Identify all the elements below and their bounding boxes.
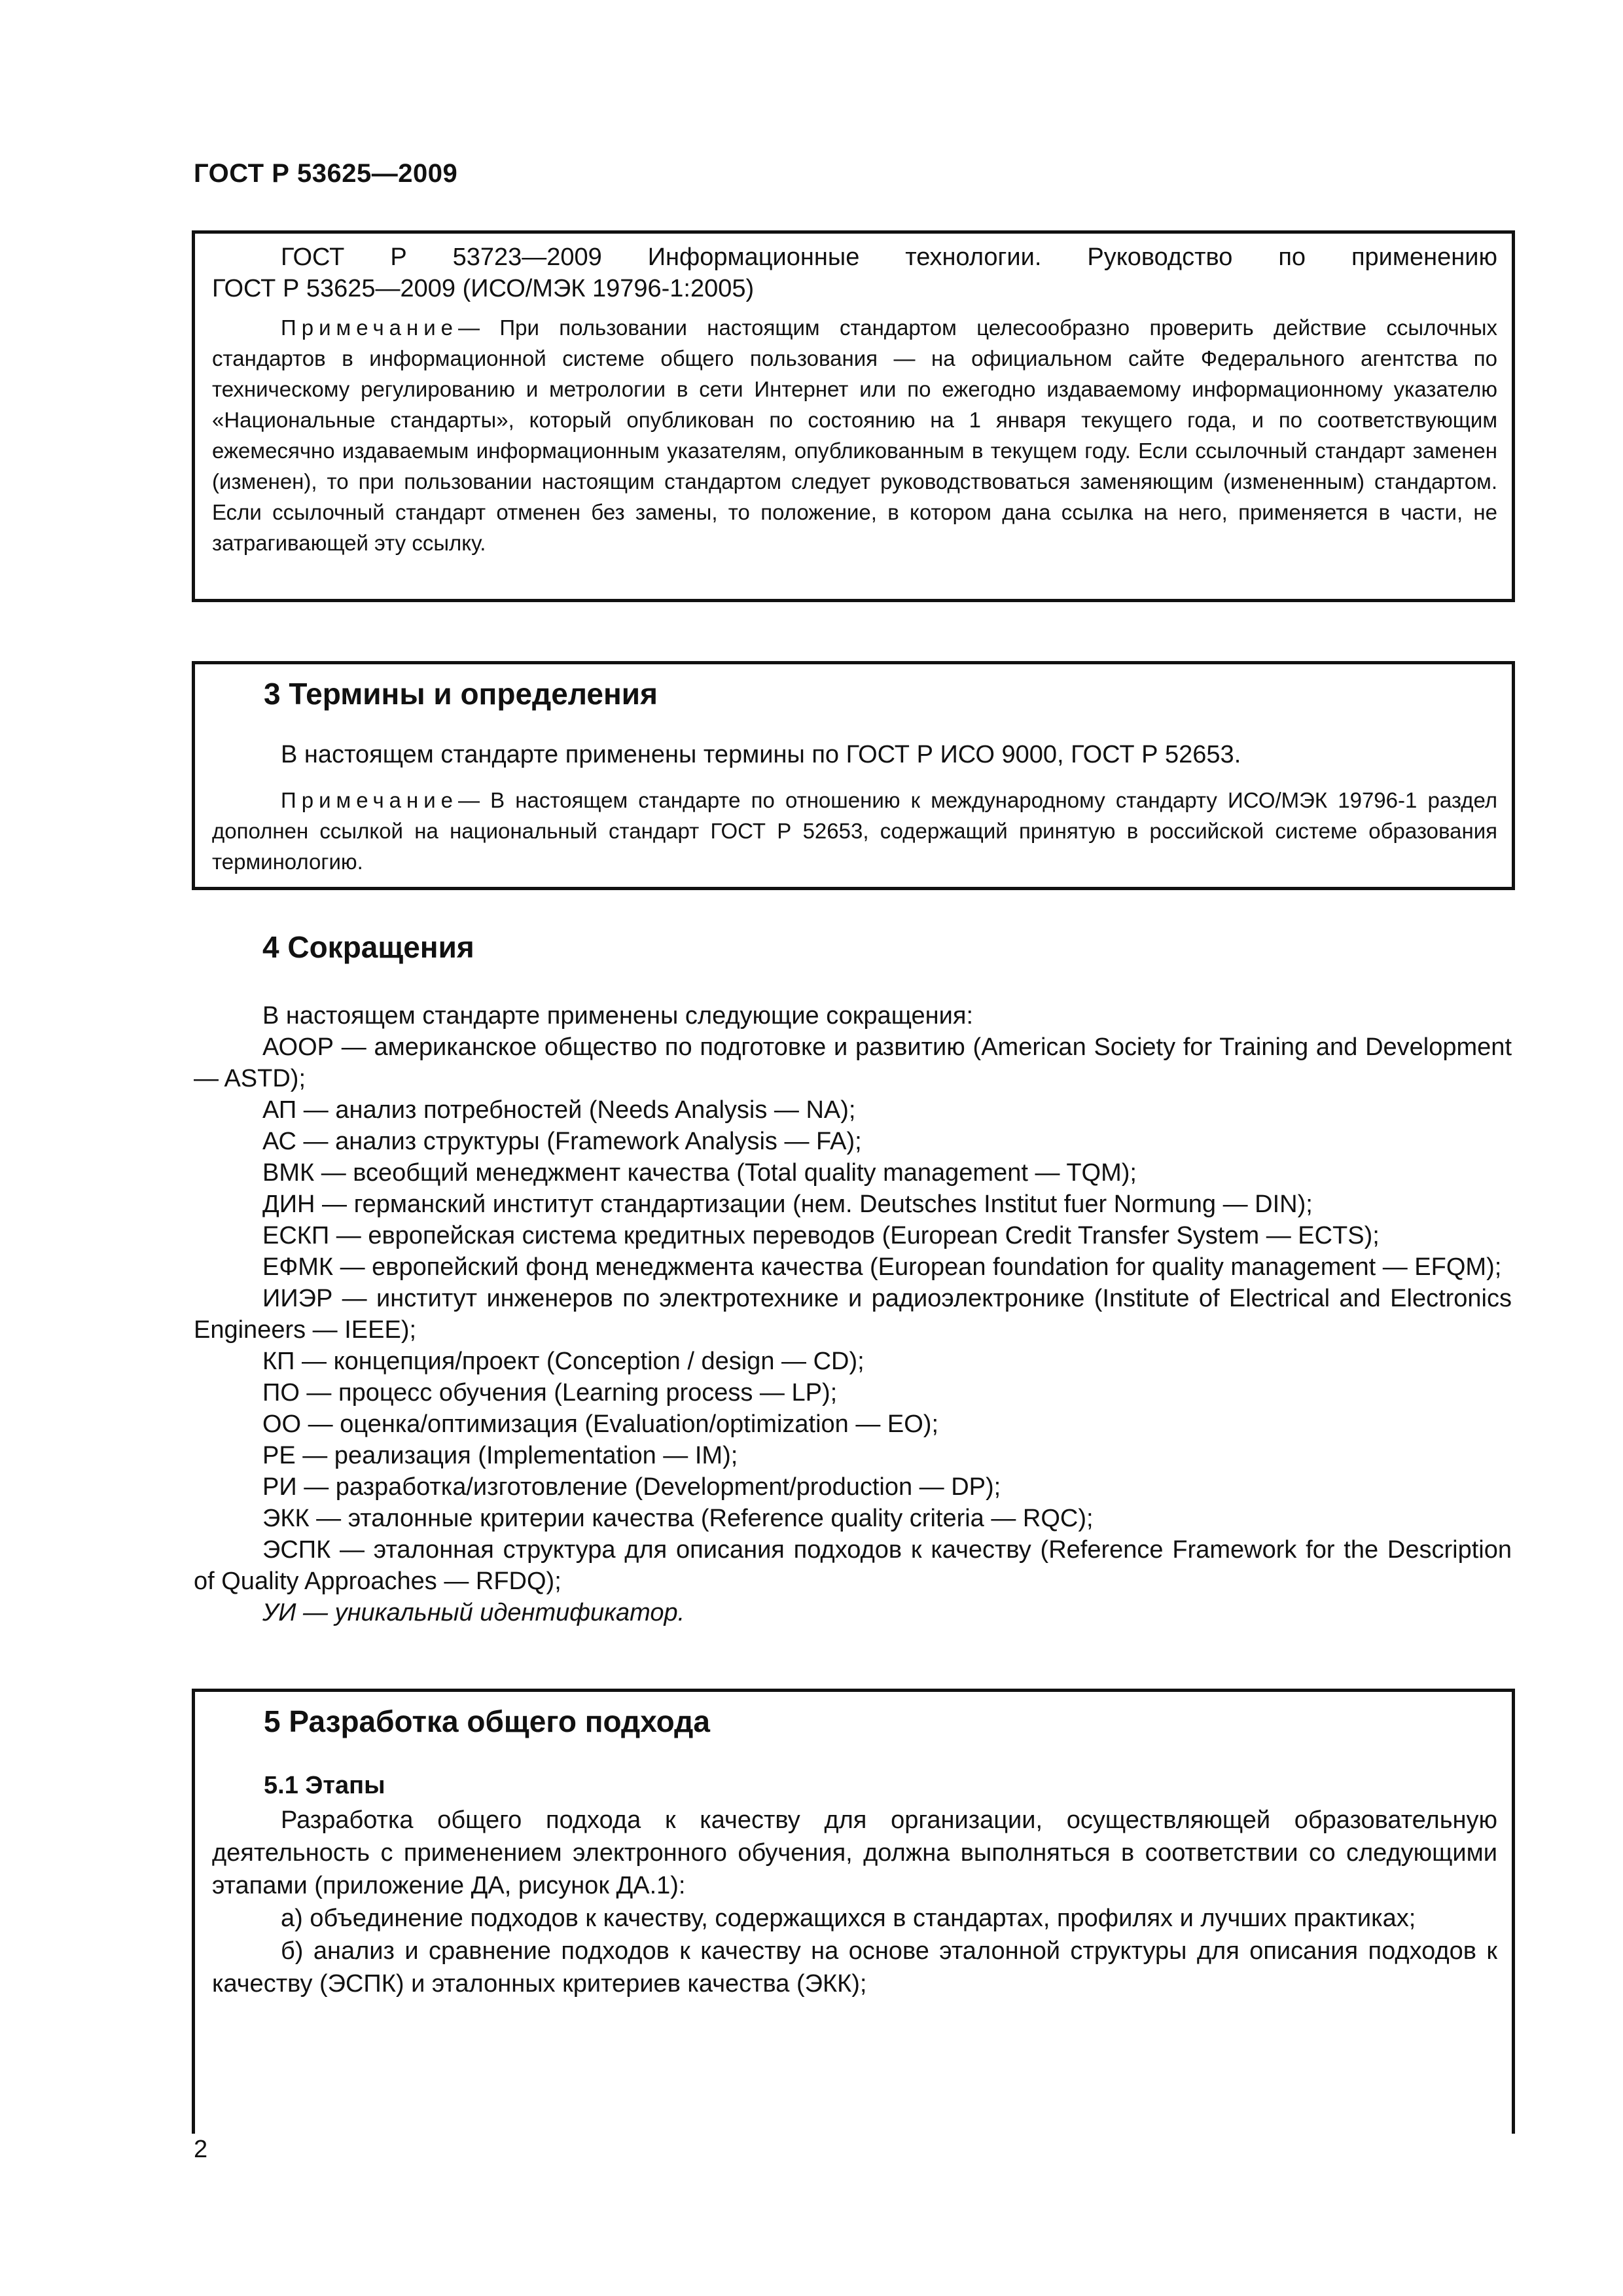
abbreviation-item: АООР — американское общество по подготовке и развитию (American Society for Training and Development — ASTD); [194, 1033, 1512, 1092]
abbreviation-item: КП — концепция/проект (Conception / design — CD); [262, 1348, 865, 1375]
note-text: — При пользовании настоящим стандартом целесообразно проверить действие ссылочных стандартов в информационной системе общего пользования — на официальном сайте Федерального агентства по техническому регулированию и метрологии в сети Интернет или по ежегодно издаваемому информационному указателю «Национальные стандарты», который опубликован по состоянию на 1 января текущего года, и по соответствующим ежемесячно издаваемым информационным указателям, опубликованным в текущем году. Если ссылочный стандарт заменен (изменен), то при пользовании настоящим стандартом следует руководствоваться заменяющим (измененным) стандартом. Если ссылочный стандарт отменен без замены, то положение, в котором дана ссылка на него, применяется в части, не затрагивающей эту ссылку. [212, 315, 1497, 555]
section-5-item-a: а) объединение подходов к качеству, содержащихся в стандартах, профилях и лучших практиках; [281, 1905, 1416, 1932]
abbreviation-item: ДИН — германский институт стандартизации (нем. Deutsches Institut fuer Normung — DIN); [262, 1191, 1313, 1218]
page-number: 2 [194, 2136, 208, 2163]
section-4 [194, 929, 1512, 1628]
abbreviation-item: РИ — разработка/изготовление (Development/production — DP); [262, 1473, 1001, 1501]
reference-line-2: ГОСТ Р 53625—2009 (ИСО/МЭК 19796-1:2005) [212, 275, 755, 302]
section-3-note [212, 785, 1497, 877]
references-note [212, 312, 1497, 558]
abbreviation-item: ЭКК — эталонные критерии качества (Reference quality criteria — RQC); [262, 1505, 1094, 1532]
section-4-intro: В настоящем стандарте применены следующие сокращения: [262, 1002, 974, 1030]
abbreviation-item: ЭСПК — эталонная структура для описания подходов к качеству (Reference Framework for the Description of Quality Approaches — RFDQ); [194, 1536, 1512, 1595]
abbreviation-item: РЕ — реализация (Implementation — IM); [262, 1442, 738, 1469]
abbreviation-item: ОО — оценка/оптимизация (Evaluation/optimization — EO); [262, 1410, 939, 1438]
section-3-text: В настоящем стандарте применены термины по ГОСТ Р ИСО 9000, ГОСТ Р 52653. [281, 741, 1241, 768]
section-5-item-b: б) анализ и сравнение подходов к качеству на основе эталонной структуры для описания подходов к качеству (ЭСПК) и эталонных критериев качества (ЭКК); [212, 1937, 1497, 1998]
references-box [192, 230, 1515, 602]
section-4-title: 4 Сокращения [262, 930, 474, 964]
section-5-box [192, 1689, 1515, 2134]
document-code-header: ГОСТ Р 53625—2009 [194, 159, 458, 188]
abbreviation-item: ЕФМК — европейский фонд менеджмента качества (European foundation for quality management — EFQM); [262, 1253, 1502, 1281]
abbreviation-item: ИИЭР — институт инженеров по электротехнике и радиоэлектронике (Institute of Electrical and Electronics Engineers — IEEE); [194, 1285, 1512, 1344]
subsection-5-1-title: 5.1 Этапы [264, 1772, 385, 1799]
abbreviation-item: ВМК — всеобщий менеджмент качества (Total quality management — TQM); [262, 1159, 1137, 1187]
section-5-title: 5 Разработка общего подхода [264, 1704, 710, 1738]
note-label: Примечание [281, 315, 459, 340]
reference-line-1: ГОСТ Р 53723—2009 Информационные технологии. Руководство по применению [281, 243, 1497, 271]
abbreviation-item-italic: УИ — уникальный идентификатор. [262, 1599, 685, 1626]
abbreviation-item: ПО — процесс обучения (Learning process — LP); [262, 1379, 838, 1407]
abbreviation-item: АП — анализ потребностей (Needs Analysis — NA); [262, 1096, 856, 1124]
abbreviation-item: АС — анализ структуры (Framework Analysis — FA); [262, 1128, 862, 1155]
note-text: — В настоящем стандарте по отношению к международному стандарту ИСО/МЭК 19796-1 раздел дополнен ссылкой на национальный стандарт ГОСТ Р 52653, содержащий принятую в российской системе образования терминологию. [212, 788, 1497, 874]
section-3-title: 3 Термины и определения [264, 677, 658, 711]
section-3-box [192, 661, 1515, 890]
note-label: Примечание [281, 788, 459, 812]
abbreviation-item: ЕСКП — европейская система кредитных переводов (European Credit Transfer System — ECTS); [262, 1222, 1380, 1249]
section-5-text: Разработка общего подхода к качеству для организации, осуществляющей образовательную деятельность с применением электронного обучения, должна выполняться в соответствии со следующими этапами (приложение ДА, рисунок ДА.1): [212, 1806, 1497, 1899]
